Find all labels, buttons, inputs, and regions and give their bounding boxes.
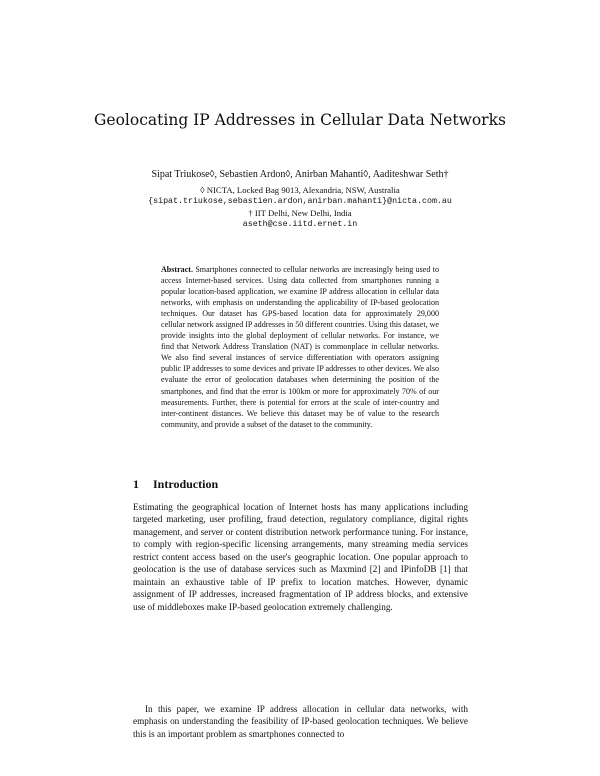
section-title: Introduction (153, 477, 219, 491)
author-list: Sipat Triukose◊, Sebastien Ardon◊, Anirban Mahanti◊, Aaditeshwar Seth† (151, 169, 449, 180)
abstract-text: Smartphones connected to cellular networks are increasingly being used to access Internet-based services. Using data collected from smartphones running a popular location-based application, we examine IP address allocation in cellular data networks, with emphasis on understanding the applicability of IP-based geolocation techniques. Our dataset has GPS-based location data for approximately 29,000 cellular network assigned IP addresses in 50 different countries. Using this dataset, we provide insights into the global deployment of cellular networks. For instance, we find that Network Address Translation (NAT) is commonplace in cellular networks. We also find several instances of service differentiation with operators assigning public IP addresses to some devices and private IP addresses to other devices. We also evaluate the error of geolocation databases when determining the position of the smartphones, and find that the error is 100km or more for approximately 70% of our measurements. Further, there is potential for errors at the scale of inter-country and inter-continent distances. We believe this dataset may be of value to the research community, and provide a subset of the dataset to the community. (161, 265, 439, 429)
section-heading (133, 477, 473, 492)
abstract-label: Abstract. (161, 265, 193, 274)
intro-paragraph-1: Estimating the geographical location of Internet hosts has many applications including targeted marketing, user profiling, fraud detection, regulatory compliance, digital rights management, and server or content distribution network performance tuning. For instance, to comply with region-specific licensing arrangements, many streaming media services restrict content access based on the user's geographic location. One popular approach to geolocation is the use of database services such as Maxmind [2] and IPinfoDB [1] that maintain an exhaustive table of IP prefix to location matches. However, dynamic assignment of IP addresses, increased fragmentation of IP address blocks, and extensive use of middleboxes make IP-based geolocation extremely challenging. (133, 502, 468, 612)
affiliation-iit: † IIT Delhi, New Delhi, India (248, 207, 352, 218)
affiliations (60, 185, 540, 231)
section-number: 1 (133, 477, 139, 491)
abstract (161, 264, 439, 430)
email-iit: aseth@cse.iitd.ernet.in (242, 220, 358, 230)
email-nicta: {sipat.triukose,sebastien.ardon,anirban.mahanti}@nicta.com.au (148, 197, 452, 207)
paper-title: Geolocating IP Addresses in Cellular Data Networks (94, 111, 506, 129)
intro-paragraph-2: In this paper, we examine IP address allocation in cellular data networks, with emphasis on understanding the feasibility of IP-based geolocation techniques. We believe this is an important problem as smartphones connected to (133, 704, 468, 739)
affiliation-nicta: ◊ NICTA, Locked Bag 9013, Alexandria, NSW, Australia (200, 185, 400, 195)
